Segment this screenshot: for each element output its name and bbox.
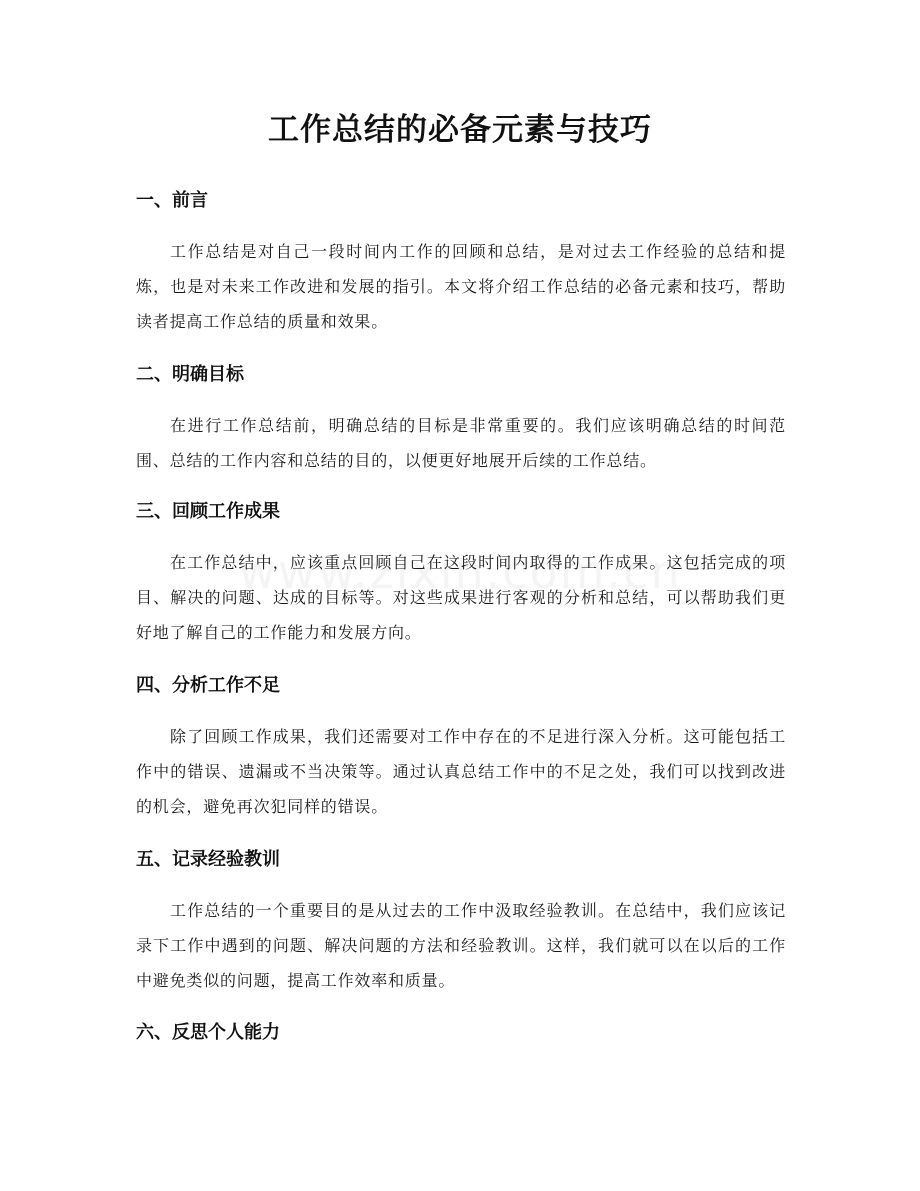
section-heading-1: 一、前言 — [136, 190, 208, 211]
section-paragraph-2: 在进行工作总结前，明确总结的目标是非常重要的。我们应该明确总结的时间范围、总结的工作内容和总结的目的，以便更好地展开后续的工作总结。 — [136, 416, 786, 470]
section-heading-4: 四、分析工作不足 — [136, 675, 280, 696]
document-title: 工作总结的必备元素与技巧 — [268, 112, 652, 148]
section-paragraph-3: 在工作总结中，应该重点回顾自己在这段时间内取得的工作成果。这包括完成的项目、解决的问题、达成的目标等。对这些成果进行客观的分析和总结，可以帮助我们更好地了解自己的工作能力和发展方向。 — [136, 553, 786, 642]
section-paragraph-4: 除了回顾工作成果，我们还需要对工作中存在的不足进行深入分析。这可能包括工作中的错误、遗漏或不当决策等。通过认真总结工作中的不足之处，我们可以找到改进的机会，避免再次犯同样的错误。 — [136, 727, 786, 816]
section-heading-5: 五、记录经验教训 — [136, 849, 280, 870]
section-paragraph-1: 工作总结是对自己一段时间内工作的回顾和总结，是对过去工作经验的总结和提炼，也是对未来工作改进和发展的指引。本文将介绍工作总结的必备元素和技巧，帮助读者提高工作总结的质量和效果。 — [136, 242, 786, 331]
section-heading-2: 二、明确目标 — [136, 364, 244, 385]
section-heading-6: 六、反思个人能力 — [136, 1022, 280, 1043]
section-heading-3: 三、回顾工作成果 — [136, 501, 280, 522]
section-paragraph-5: 工作总结的一个重要目的是从过去的工作中汲取经验教训。在总结中，我们应该记录下工作中遇到的问题、解决问题的方法和经验教训。这样，我们就可以在以后的工作中避免类似的问题，提高工作效率和质量。 — [136, 901, 786, 990]
